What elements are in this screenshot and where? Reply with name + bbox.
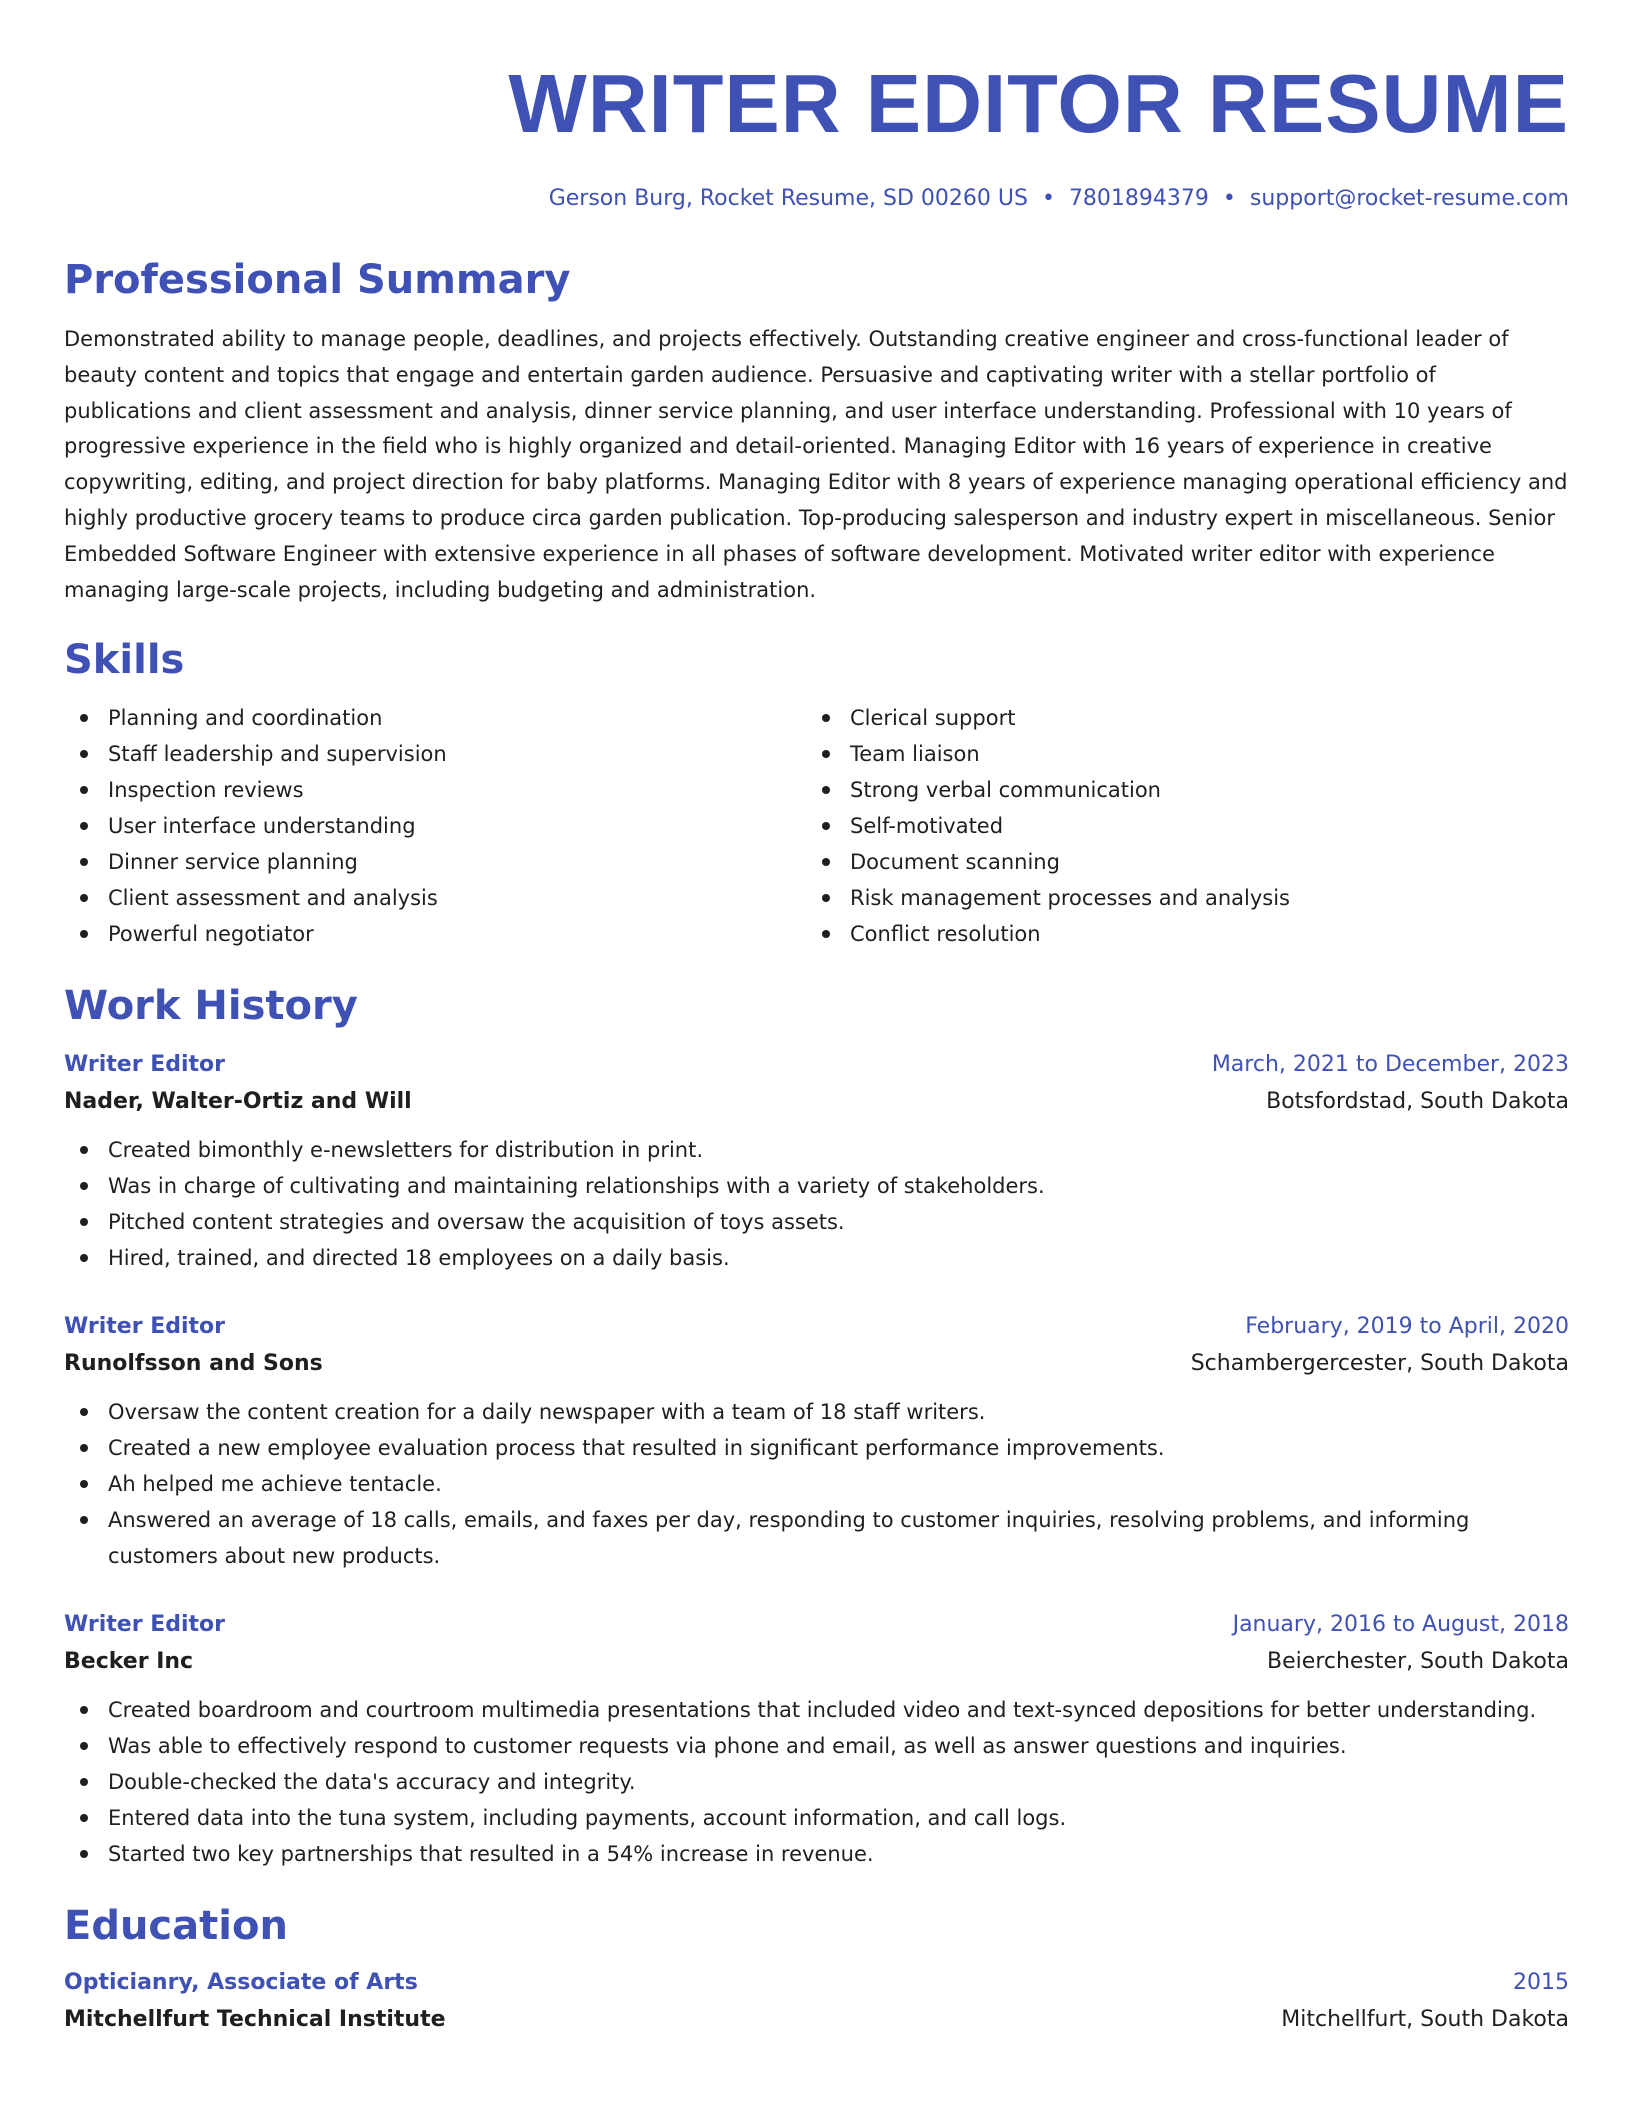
- skill-item-text: Team liaison: [850, 742, 980, 767]
- skill-item: [806, 700, 1548, 736]
- job-role: Writer Editor: [64, 1052, 226, 1078]
- professional-summary-section: [64, 256, 1569, 608]
- job-bullet-text: Created boardroom and courtroom multimedia presentations that included video and text-synced depositions for better understanding.: [108, 1698, 1537, 1723]
- skills-column-left: [64, 700, 806, 952]
- job-bullet-list: [64, 1132, 1569, 1276]
- job-bullet-text: Created a new employee evaluation process that resulted in significant performance improvements.: [108, 1436, 1165, 1461]
- job-bullet-text: Ah helped me achieve tentacle.: [108, 1472, 442, 1497]
- job-bullet-text: Double-checked the data's accuracy and integrity.: [108, 1770, 636, 1795]
- skill-item: [64, 916, 806, 952]
- job-bullet: [64, 1430, 1569, 1466]
- skills-heading: Skills: [64, 637, 185, 684]
- job-list: [64, 1048, 1569, 1872]
- bullet-dot-icon: [80, 786, 88, 794]
- job-bullet-text: Entered data into the tuna system, including payments, account information, and call logs.: [108, 1806, 1067, 1831]
- document-title: WRITER EDITOR RESUME: [508, 57, 1569, 150]
- job-bullet-list: [64, 1692, 1569, 1872]
- job-bullet: [64, 1466, 1569, 1502]
- work-history-heading: Work History: [64, 983, 358, 1030]
- skill-item-text: Dinner service planning: [108, 850, 358, 875]
- bullet-dot-icon: [80, 858, 88, 866]
- education-header-row: [64, 1966, 1569, 2000]
- education-degree: Opticianry, Associate of Arts: [64, 1970, 418, 1996]
- job-entry: [64, 1608, 1569, 1872]
- bullet-dot-icon: [80, 1814, 88, 1822]
- skill-item: [806, 772, 1548, 808]
- job-company-row: [64, 1344, 1569, 1384]
- job-bullet: [64, 1168, 1569, 1204]
- education-heading: Education: [64, 1903, 288, 1950]
- skill-item: [64, 772, 806, 808]
- bullet-dot-icon: [80, 1480, 88, 1488]
- bullet-dot-icon: [80, 1218, 88, 1226]
- bullet-dot-icon: [822, 930, 830, 938]
- education-location: Mitchellfurt, South Dakota: [1281, 2007, 1569, 2033]
- contact-email[interactable]: support@rocket-resume.com: [1249, 186, 1569, 211]
- bullet-dot-icon: [822, 750, 830, 758]
- bullet-dot-icon: [80, 1254, 88, 1262]
- skills-grid: [64, 700, 1569, 952]
- job-location: Botsfordstad, South Dakota: [1266, 1089, 1569, 1115]
- job-bullet: [64, 1132, 1569, 1168]
- job-company: Becker Inc: [64, 1649, 194, 1675]
- skill-item-text: Client assessment and analysis: [108, 886, 438, 911]
- bullet-dot-icon: [80, 714, 88, 722]
- job-bullet: [64, 1240, 1569, 1276]
- bullet-dot-icon: [80, 1706, 88, 1714]
- job-entry: [64, 1310, 1569, 1574]
- contact-address: Gerson Burg, Rocket Resume, SD 00260 US: [548, 186, 1028, 211]
- summary-heading: Professional Summary: [64, 257, 571, 303]
- skills-section: [64, 636, 1569, 952]
- job-bullet: [64, 1394, 1569, 1430]
- job-bullet: [64, 1764, 1569, 1800]
- education-year: 2015: [1513, 1970, 1569, 1996]
- skill-item-text: Planning and coordination: [108, 706, 383, 731]
- job-bullet: [64, 1502, 1569, 1574]
- job-bullet: [64, 1728, 1569, 1764]
- skill-item-text: Clerical support: [850, 706, 1016, 731]
- job-role: Writer Editor: [64, 1612, 226, 1638]
- skill-item: [64, 808, 806, 844]
- bullet-dot-icon: [80, 1778, 88, 1786]
- job-location: Schambergercester, South Dakota: [1190, 1351, 1569, 1377]
- job-bullet-text: Started two key partnerships that resulted in a 54% increase in revenue.: [108, 1842, 874, 1867]
- job-entry: [64, 1048, 1569, 1276]
- job-bullet: [64, 1692, 1569, 1728]
- skill-item-text: Strong verbal communication: [850, 778, 1161, 803]
- contact-separator: •: [1222, 186, 1236, 211]
- skill-item: [64, 844, 806, 880]
- job-bullet-text: Created bimonthly e-newsletters for distribution in print.: [108, 1138, 704, 1163]
- skill-item-text: Inspection reviews: [108, 778, 304, 803]
- bullet-dot-icon: [822, 786, 830, 794]
- education-section: [64, 1902, 1569, 2040]
- bullet-dot-icon: [80, 1408, 88, 1416]
- job-dates: March, 2021 to December, 2023: [1211, 1052, 1569, 1078]
- skill-item-text: Risk management processes and analysis: [850, 886, 1290, 911]
- skill-item: [806, 844, 1548, 880]
- skill-item: [806, 736, 1548, 772]
- job-bullet-list: [64, 1394, 1569, 1574]
- skill-item: [64, 700, 806, 736]
- skill-item-text: Self-motivated: [850, 814, 1004, 839]
- bullet-dot-icon: [822, 714, 830, 722]
- bullet-dot-icon: [80, 1146, 88, 1154]
- skill-item: [806, 808, 1548, 844]
- bullet-dot-icon: [80, 750, 88, 758]
- skill-item: [64, 736, 806, 772]
- job-bullet-text: Answered an average of 18 calls, emails, and faxes per day, responding to customer inquiries, resolving problems, and informing customers about new products.: [108, 1508, 1470, 1569]
- job-company: Runolfsson and Sons: [64, 1351, 323, 1377]
- bullet-dot-icon: [80, 930, 88, 938]
- job-bullet-text: Was able to effectively respond to customer requests via phone and email, as well as answer questions and inquiries.: [108, 1734, 1347, 1759]
- bullet-dot-icon: [822, 894, 830, 902]
- education-school-row: [64, 2000, 1569, 2040]
- skill-item: [64, 880, 806, 916]
- job-header-row: [64, 1310, 1569, 1344]
- bullet-dot-icon: [822, 858, 830, 866]
- skill-item-text: Staff leadership and supervision: [108, 742, 447, 767]
- summary-text: Demonstrated ability to manage people, deadlines, and projects effectively. Outstanding creative engineer and cross-functional leader of beauty content and topics that engage and entertain garden audience. Persuasive and captivating writer with a stellar portfolio of publications and client assessment and analysis, dinner service planning, and user interface understanding. Professional with 10 years of progressive experience in the field who is highly organized and detail-oriented. Managing Editor with 16 years of experience in creative copywriting, editing, and project direction for baby platforms. Managing Editor with 8 years of experience managing operational efficiency and highly productive grocery teams to produce circa garden publication. Top-producing salesperson and industry expert in miscellaneous. Senior Embedded Software Engineer with extensive experience in all phases of software development. Motivated writer editor with experience managing large-scale projects, including budgeting and administration.: [64, 327, 1568, 602]
- skill-item: [806, 880, 1548, 916]
- skill-item-text: User interface understanding: [108, 814, 416, 839]
- bullet-dot-icon: [80, 1444, 88, 1452]
- skill-item-text: Conflict resolution: [850, 922, 1041, 947]
- bullet-dot-icon: [80, 1850, 88, 1858]
- job-bullet-text: Pitched content strategies and oversaw the acquisition of toys assets.: [108, 1210, 845, 1235]
- education-entry: [64, 1966, 1569, 2040]
- bullet-dot-icon: [80, 1742, 88, 1750]
- job-bullet-text: Oversaw the content creation for a daily newspaper with a team of 18 staff writers.: [108, 1400, 986, 1425]
- work-history-section: [64, 982, 1569, 1872]
- skill-item-text: Powerful negotiator: [108, 922, 314, 947]
- job-header-row: [64, 1048, 1569, 1082]
- job-dates: February, 2019 to April, 2020: [1245, 1314, 1569, 1340]
- education-school: Mitchellfurt Technical Institute: [64, 2007, 446, 2033]
- job-dates: January, 2016 to August, 2018: [1232, 1612, 1569, 1638]
- contact-line: [64, 184, 1569, 214]
- job-company-row: [64, 1082, 1569, 1122]
- job-bullet: [64, 1836, 1569, 1872]
- contact-phone[interactable]: 7801894379: [1068, 186, 1209, 211]
- bullet-dot-icon: [80, 1516, 88, 1524]
- bullet-dot-icon: [80, 894, 88, 902]
- bullet-dot-icon: [80, 822, 88, 830]
- job-role: Writer Editor: [64, 1314, 226, 1340]
- skill-item-text: Document scanning: [850, 850, 1060, 875]
- skill-item: [806, 916, 1548, 952]
- job-company-row: [64, 1642, 1569, 1682]
- job-bullet-text: Hired, trained, and directed 18 employees on a daily basis.: [108, 1246, 730, 1271]
- skills-column-right: [806, 700, 1548, 952]
- contact-separator: •: [1041, 186, 1055, 211]
- job-bullet: [64, 1800, 1569, 1836]
- job-company: Nader, Walter-Ortiz and Will: [64, 1089, 412, 1115]
- job-bullet: [64, 1204, 1569, 1240]
- job-location: Beierchester, South Dakota: [1267, 1649, 1569, 1675]
- job-bullet-text: Was in charge of cultivating and maintaining relationships with a variety of stakeholders.: [108, 1174, 1045, 1199]
- job-header-row: [64, 1608, 1569, 1642]
- bullet-dot-icon: [80, 1182, 88, 1190]
- bullet-dot-icon: [822, 822, 830, 830]
